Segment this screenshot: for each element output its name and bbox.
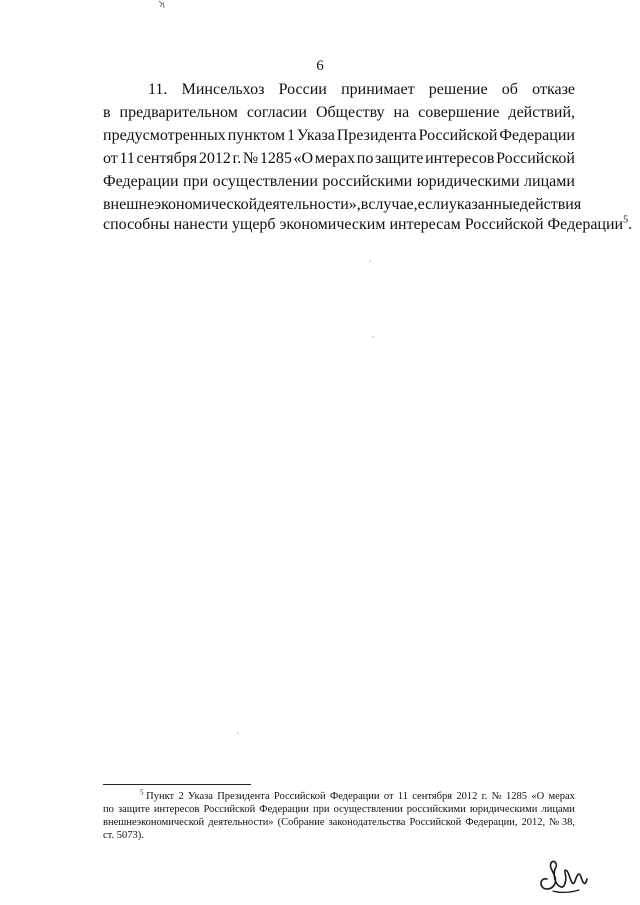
word: если bbox=[417, 196, 449, 213]
word: решение bbox=[428, 81, 488, 98]
paragraph-line bbox=[148, 78, 575, 102]
word: Российской bbox=[409, 817, 462, 828]
word: в bbox=[360, 196, 369, 213]
word: г. bbox=[481, 791, 488, 802]
word: Федерации, bbox=[465, 817, 518, 828]
word: Указа bbox=[296, 127, 335, 144]
word: Российской bbox=[418, 127, 498, 144]
word: $^5$ Пункт bbox=[140, 788, 175, 802]
word: на bbox=[393, 104, 410, 121]
word: Федерации bbox=[329, 791, 380, 802]
word: принимает bbox=[341, 81, 415, 98]
word: Обществу bbox=[315, 104, 385, 121]
word: при bbox=[312, 804, 330, 815]
word: Президента bbox=[336, 127, 417, 144]
word: предварительном bbox=[119, 104, 238, 121]
word: отказе bbox=[532, 81, 575, 98]
word: в bbox=[103, 104, 111, 121]
word: пунктом bbox=[227, 127, 286, 144]
word: 2012 bbox=[456, 791, 478, 802]
paragraph-line bbox=[103, 147, 575, 171]
word: г. bbox=[232, 150, 242, 167]
paragraph-line bbox=[103, 170, 575, 194]
footnote-reference: 5 bbox=[623, 214, 629, 226]
word: 2 bbox=[178, 791, 184, 802]
signature-icon bbox=[533, 857, 593, 897]
word: № 38, bbox=[549, 817, 575, 828]
word: лицами bbox=[541, 804, 575, 815]
word: законодательства bbox=[328, 817, 406, 828]
word: по bbox=[356, 150, 374, 167]
paragraph-last-line: способны нанести ущерб экономическим интересам Российской Федерации$^5$. bbox=[103, 214, 633, 233]
word: действия bbox=[519, 196, 582, 213]
scan-speck bbox=[369, 260, 371, 262]
word: внешнеэкономической bbox=[103, 196, 258, 213]
scan-speck bbox=[372, 336, 374, 338]
word: предусмотренных bbox=[103, 127, 226, 144]
footnote-marker: 5 bbox=[140, 788, 144, 797]
word: Российской bbox=[496, 150, 575, 167]
word: осуществлении bbox=[212, 173, 318, 190]
word: 2012, bbox=[521, 817, 546, 828]
word: согласии bbox=[246, 104, 307, 121]
word: внешнеэкономической bbox=[103, 817, 205, 828]
word: Российской bbox=[203, 804, 256, 815]
footnote-separator bbox=[103, 784, 251, 785]
word: защите bbox=[117, 804, 150, 815]
word: мерах bbox=[548, 791, 575, 802]
word: юридическими bbox=[469, 804, 538, 815]
word: Президента bbox=[217, 791, 270, 802]
word: 2012 bbox=[198, 150, 231, 167]
word: указанные bbox=[448, 196, 520, 213]
word: защите bbox=[375, 150, 424, 167]
word: Федерации bbox=[103, 173, 179, 190]
footnote-line bbox=[103, 816, 575, 829]
word: совершение bbox=[418, 104, 500, 121]
word: России bbox=[278, 81, 327, 98]
word: Минсельхоз bbox=[181, 81, 265, 98]
word: об bbox=[501, 81, 518, 98]
word: от bbox=[103, 150, 118, 167]
word: «О bbox=[531, 791, 545, 802]
word: при bbox=[183, 173, 209, 190]
paragraph-line bbox=[103, 101, 575, 125]
footnote-last-line: ст. 5073). bbox=[103, 830, 144, 841]
paragraph-line bbox=[103, 124, 575, 148]
footnote-line bbox=[103, 803, 575, 816]
page-number: 6 bbox=[316, 58, 324, 74]
word: по bbox=[103, 804, 114, 815]
scan-speck bbox=[237, 732, 239, 734]
paragraph-last-line-text: способны нанести ущерб экономическим интересам Российской Федерации bbox=[103, 216, 624, 233]
word: российскими bbox=[406, 804, 466, 815]
word: деятельности» bbox=[208, 817, 274, 828]
word: сентября bbox=[412, 791, 453, 802]
word: сентября bbox=[136, 150, 198, 167]
word: Федерации bbox=[259, 804, 309, 815]
word: 11. bbox=[148, 81, 168, 98]
word: юридическими bbox=[416, 173, 520, 190]
word: от bbox=[383, 791, 394, 802]
word: № bbox=[491, 791, 502, 802]
word: случае, bbox=[368, 196, 418, 213]
word: действий, bbox=[508, 104, 575, 121]
word: Российской bbox=[273, 791, 326, 802]
word: 1285 bbox=[506, 791, 528, 802]
footnote-first-line bbox=[140, 790, 575, 803]
word: российскими bbox=[322, 173, 413, 190]
word: 11 bbox=[119, 150, 135, 167]
word: деятельности», bbox=[257, 196, 361, 213]
word: «О bbox=[293, 150, 314, 167]
word: интересов bbox=[153, 804, 200, 815]
word: 11 bbox=[397, 791, 408, 802]
word: лицами bbox=[524, 173, 575, 190]
word: Указа bbox=[187, 791, 213, 802]
word: № bbox=[242, 150, 259, 167]
word: 1285 bbox=[259, 150, 292, 167]
word: Федерации bbox=[499, 127, 575, 144]
word: мерах bbox=[314, 150, 356, 167]
scan-edge-mark-icon bbox=[158, 0, 166, 10]
word: интересов bbox=[425, 150, 495, 167]
word: (Собрание bbox=[277, 817, 325, 828]
word: 1 bbox=[286, 127, 295, 144]
word: осуществлении bbox=[333, 804, 403, 815]
